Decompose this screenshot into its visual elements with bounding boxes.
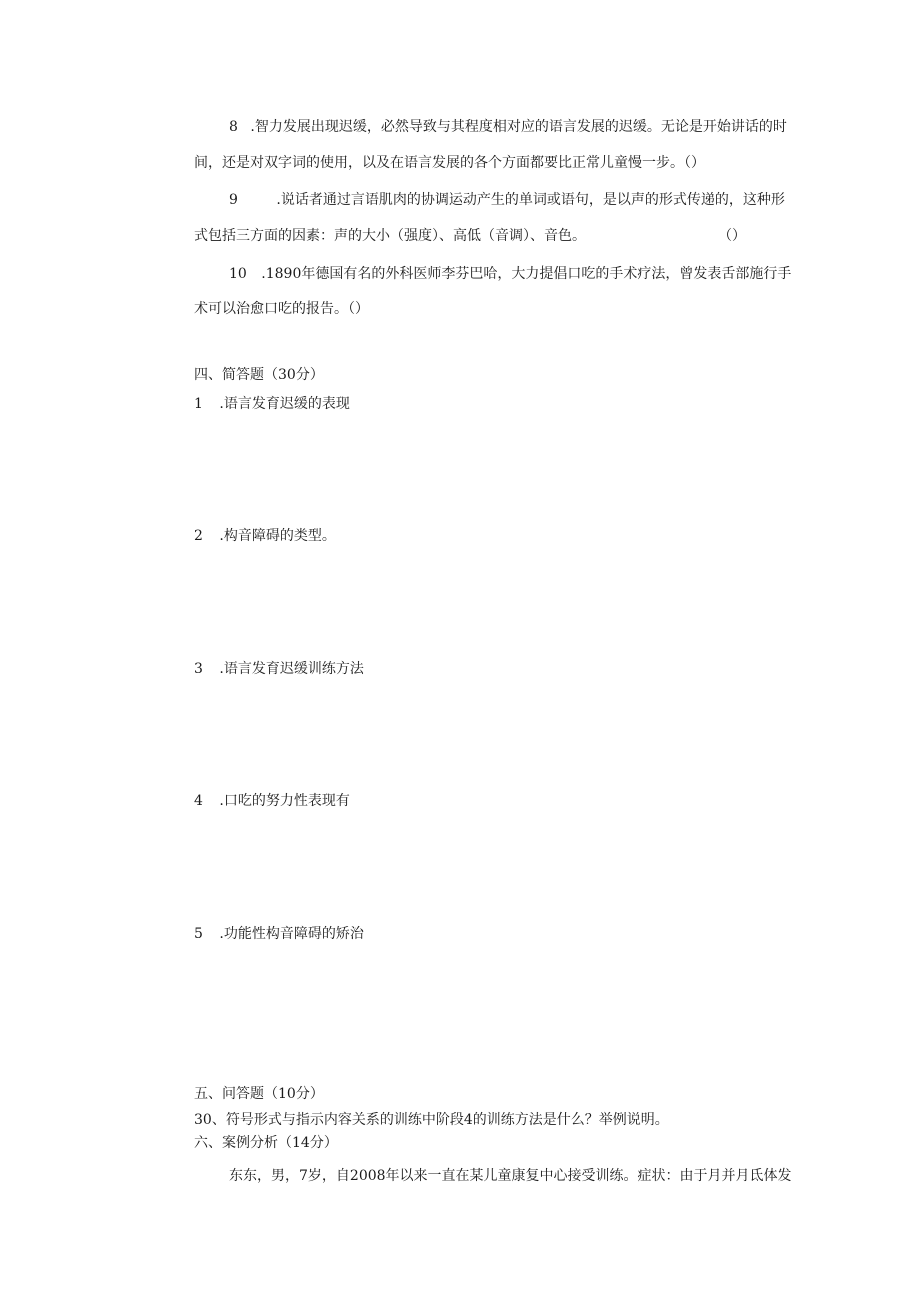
short-answer-item xyxy=(194,792,350,810)
question-9-line2: 式包括三方面的因素：声的大小（强度）、高低（音调）、音色。 xyxy=(194,228,586,244)
question-number: 8 xyxy=(229,119,238,135)
question-text: .说话者通过言语肌肉的协调运动产生的单词或语句，是以声的形式传递的，这种形 xyxy=(276,192,785,208)
question-10-line2: 术可以治愈口吃的报告。（） xyxy=(194,301,369,317)
short-answer-item xyxy=(194,660,364,678)
item-text: .口吃的努力性表现有 xyxy=(219,793,350,809)
short-answer-item xyxy=(194,925,364,943)
section-heading: 六、案例分析（14分） xyxy=(194,1135,338,1151)
question-30: 30、符号形式与指示内容关系的训练中阶段4的训练方法是什么？举例说明。 xyxy=(194,1112,669,1128)
section-heading: 五、问答题（10分） xyxy=(194,1086,324,1102)
item-number: 3 xyxy=(194,661,203,677)
question-8-line2: 间，还是对双字词的使用，以及在语言发展的各个方面都要比正常儿童慢一步。（） xyxy=(194,155,705,171)
item-text: .功能性构音障碍的矫治 xyxy=(219,926,364,942)
question-text: .1890年德国有名的外科医师李芬巴哈，大力提倡口吃的手术疗法，曾发表舌部施行手 xyxy=(261,266,792,282)
short-answer-item xyxy=(194,395,350,413)
question-10-line1 xyxy=(229,265,791,283)
short-answer-item xyxy=(194,527,336,545)
question-9-line1 xyxy=(229,191,785,209)
item-text: .语言发育迟缓训练方法 xyxy=(219,661,364,677)
question-text: .智力发展出现迟缓，必然导致与其程度相对应的语言发展的迟缓。无论是开始讲话的时 xyxy=(250,119,787,135)
item-text: .构音障碍的类型。 xyxy=(219,528,336,544)
item-number: 5 xyxy=(194,926,203,942)
answer-bracket: （） xyxy=(718,228,746,244)
item-number: 2 xyxy=(194,528,203,544)
item-text: .语言发育迟缓的表现 xyxy=(219,396,350,412)
section-heading: 四、简答题（30分） xyxy=(194,367,324,383)
question-number: 10 xyxy=(229,266,247,282)
question-8-line1 xyxy=(229,118,787,136)
item-number: 1 xyxy=(194,396,203,412)
item-number: 4 xyxy=(194,793,203,809)
question-number: 9 xyxy=(229,192,238,208)
case-text: 东东，男，7岁，自2008年以来一直在某儿童康复中心接受训练。症状：由于月并月氐体发 xyxy=(229,1168,792,1184)
